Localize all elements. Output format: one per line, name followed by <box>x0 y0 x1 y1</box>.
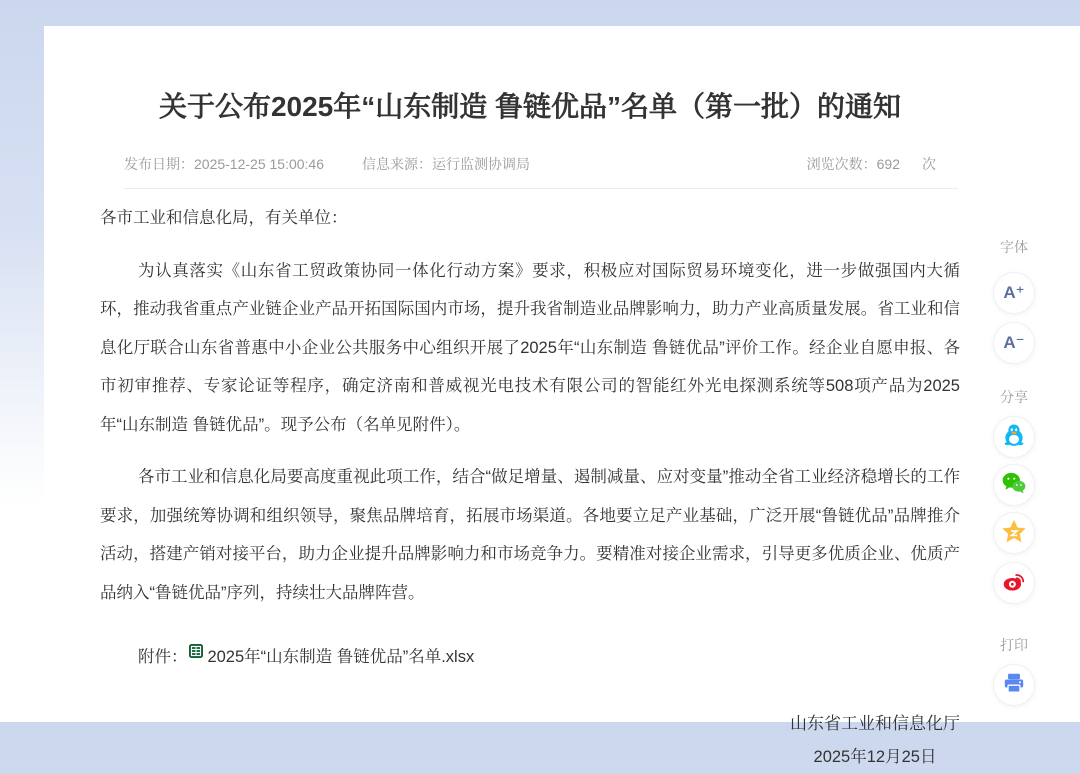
body-paragraph-1: 为认真落实《山东省工贸政策协同一体化行动方案》要求，积极应对国际贸易环境变化，进一步做强国内大循环，推动我省重点产业链企业产品开拓国际国内市场，提升我省制造业品牌影响力，助力产业高质量发展。省工业和信息化厅联合山东省普惠中小企业公共服务中心组织开展了2025年“山东制造 鲁链优品”评价工作。经企业自愿申报、各市初审推荐、专家论证等程序，确定济南和普威视光电技术有限公司的智能红外光电探测系统等508项产品为2025年“山东制造 鲁链优品”。现予公布（名单见附件）。 <box>100 261 960 434</box>
publish-date-label: 发布日期： <box>124 156 194 172</box>
info-source-label: 信息来源： <box>362 156 432 172</box>
wechat-icon <box>1001 470 1027 501</box>
signature-block <box>100 708 960 774</box>
side-toolbar <box>991 238 1037 706</box>
signature-date: 2025年12月25日 <box>813 748 937 766</box>
qzone-icon <box>1000 517 1028 550</box>
info-source <box>362 154 530 174</box>
view-count-value: 692 <box>876 156 900 172</box>
share-wechat-button[interactable] <box>993 464 1035 506</box>
font-decrease-icon: A⁻ <box>1003 333 1025 352</box>
meta-divider <box>124 188 958 189</box>
article-card <box>44 26 1080 766</box>
article-meta <box>100 154 960 174</box>
publish-date-value: 2025-12-25 15:00:46 <box>194 156 324 172</box>
font-increase-button[interactable] <box>993 272 1035 314</box>
printer-icon <box>1001 670 1027 701</box>
print-label: 打印 <box>1000 637 1028 653</box>
attachment-link[interactable]: 2025年“山东制造 鲁链优品”名单.xlsx <box>207 648 475 666</box>
excel-file-icon <box>189 638 203 668</box>
salutation-line: 各市工业和信息化局，有关单位： <box>100 209 348 227</box>
share-weibo-button[interactable] <box>993 562 1035 604</box>
view-count-label: 浏览次数： <box>806 156 877 172</box>
article-body <box>100 199 960 612</box>
view-count <box>807 154 936 174</box>
info-source-value: 运行监测协调局 <box>432 156 530 172</box>
publish-date <box>124 154 324 174</box>
body-paragraph-2: 各市工业和信息化局要高度重视此项工作，结合“做足增量、遏制减量、应对变量”推动全省工业经济稳增长的工作要求，加强统筹协调和组织领导，聚焦品牌培育，拓展市场渠道。各地要立足产业基础，广泛开展“鲁链优品”品牌推介活动，搭建产销对接平台，助力企业提升品牌影响力和市场竞争力。要精准对接企业需求，引导更多优质企业、优质产品纳入“鲁链优品”序列，持续壮大品牌阵营。 <box>100 468 960 602</box>
weibo-icon <box>1001 568 1027 599</box>
share-label: 分享 <box>1000 389 1028 405</box>
article-content <box>100 26 960 774</box>
attachment-label: 附件： <box>137 648 188 666</box>
print-button[interactable] <box>993 664 1035 706</box>
share-qq-button[interactable] <box>993 416 1035 458</box>
qq-icon <box>1001 422 1027 453</box>
attachment-row <box>100 638 960 676</box>
page-title: 关于公布2025年“山东制造 鲁链优品”名单（第一批）的通知 <box>158 91 902 122</box>
share-qzone-button[interactable] <box>993 512 1035 554</box>
font-decrease-button[interactable] <box>993 322 1035 364</box>
font-increase-icon: A⁺ <box>1003 283 1025 302</box>
view-count-unit: 次 <box>922 156 936 172</box>
signature-issuer: 山东省工业和信息化厅 <box>790 714 960 733</box>
font-size-label: 字体 <box>1000 239 1028 255</box>
